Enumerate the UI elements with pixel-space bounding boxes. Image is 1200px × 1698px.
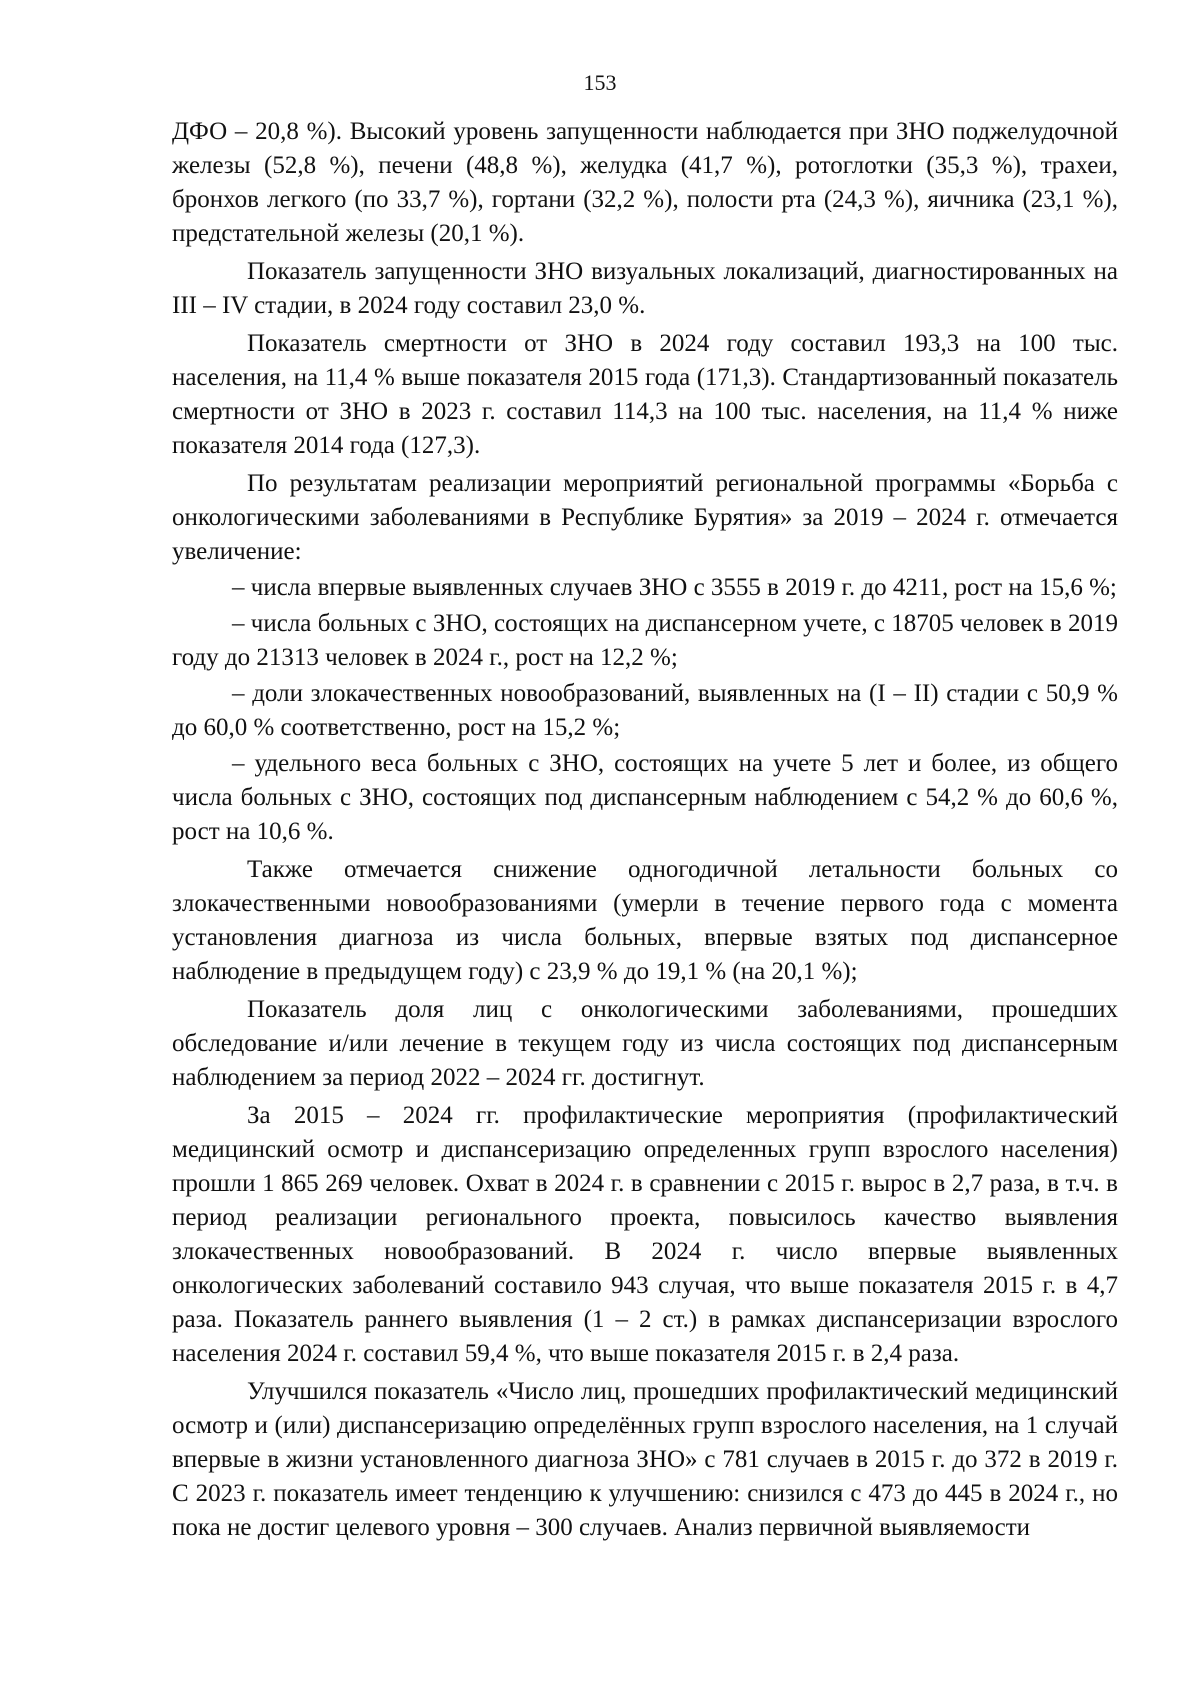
- paragraph-neglect-rates: ДФО – 20,8 %). Высокий уровень запущенности наблюдается при ЗНО поджелудочной железы (52,8 %), печени (48,8 %), желудка (41,7 %), ротоглотки (35,3 %), трахеи, бронхов легкого (по 33,7 %), гортани (32,2 %), полости рта (24,3 %), яичника (23,1 %), предстательной железы (20,1 %).: [172, 118, 1118, 247]
- paragraph-program-results: По результатам реализации мероприятий региональной программы «Борьба с онкологическими заболеваниями в Республике Бурятия» за 2019 – 2024 г. отмечается увеличение:: [172, 470, 1118, 565]
- document-body: [172, 115, 1118, 1545]
- paragraph-mortality: Показатель смертности от ЗНО в 2024 году составил 193,3 на 100 тыс. населения, на 11,4 % выше показателя 2015 года (171,3). Стандартизованный показатель смертности от ЗНО в 2023 г. составил 114,3 на 100 тыс. населения, на 11,4 % ниже показателя 2014 года (127,3).: [172, 330, 1118, 459]
- page-number: 153: [583, 70, 617, 95]
- list-item-five-year-share: – удельного веса больных с ЗНО, состоящих на учете 5 лет и более, из общего числа больных с ЗНО, состоящих под диспансерным наблюдением с 54,2 % до 60,6 %, рост на 10,6 %.: [172, 750, 1118, 845]
- list-item-new-cases: – числа впервые выявленных случаев ЗНО с 3555 в 2019 г. до 4211, рост на 15,6 %;: [232, 574, 1117, 601]
- paragraph-improved-indicator: Улучшился показатель «Число лиц, прошедших профилактический медицинский осмотр и (или) диспансеризацию определённых групп взрослого населения, на 1 случай впервые в жизни установленного диагноза ЗНО» с 781 случаев в 2015 г. до 372 в 2019 г. С 2023 г. показатель имеет тенденцию к улучшению: снизился с 473 до 445 в 2024 г., но пока не достиг целевого уровня – 300 случаев. Анализ первичной выявляемости: [172, 1378, 1118, 1541]
- paragraph-one-year-lethality: Также отмечается снижение одногодичной летальности больных со злокачественными новообразованиями (умерли в течение первого года с момента установления диагноза из числа больных, впервые взятых под диспансерное наблюдение в предыдущем году) с 23,9 % до 19,1 % (на 20,1 %);: [172, 856, 1118, 985]
- paragraph-visual-localizations: Показатель запущенности ЗНО визуальных локализаций, диагностированных на III – IV стадии, в 2024 году составил 23,0 %.: [172, 258, 1118, 319]
- list-item-registered-patients: – числа больных с ЗНО, состоящих на диспансерном учете, с 18705 человек в 2019 году до 21313 человек в 2024 г., рост на 12,2 %;: [172, 610, 1118, 671]
- paragraph-prophylactic-measures: За 2015 – 2024 гг. профилактические мероприятия (профилактический медицинский осмотр и диспансеризацию определенных групп взрослого населения) прошли 1 865 269 человек. Охват в 2024 г. в сравнении с 2015 г. вырос в 2,7 раза, в т.ч. в период реализации регионального проекта, повысилось качество выявления злокачественных новообразований. В 2024 г. число впервые выявленных онкологических заболеваний составило 943 случая, что выше показателя 2015 г. в 4,7 раза. Показатель раннего выявления (1 – 2 ст.) в рамках диспансеризации взрослого населения 2024 г. составил 59,4 %, что выше показателя 2015 г. в 2,4 раза.: [172, 1102, 1118, 1367]
- paragraph-examination-indicator: Показатель доля лиц с онкологическими заболеваниями, прошедших обследование и/или лечение в текущем году из числа состоящих под диспансерным наблюдением за период 2022 – 2024 гг. достигнут.: [172, 996, 1118, 1091]
- list-item-early-stage-share: – доли злокачественных новообразований, выявленных на (I – II) стадии с 50,9 % до 60,0 % соответственно, рост на 15,2 %;: [172, 680, 1118, 741]
